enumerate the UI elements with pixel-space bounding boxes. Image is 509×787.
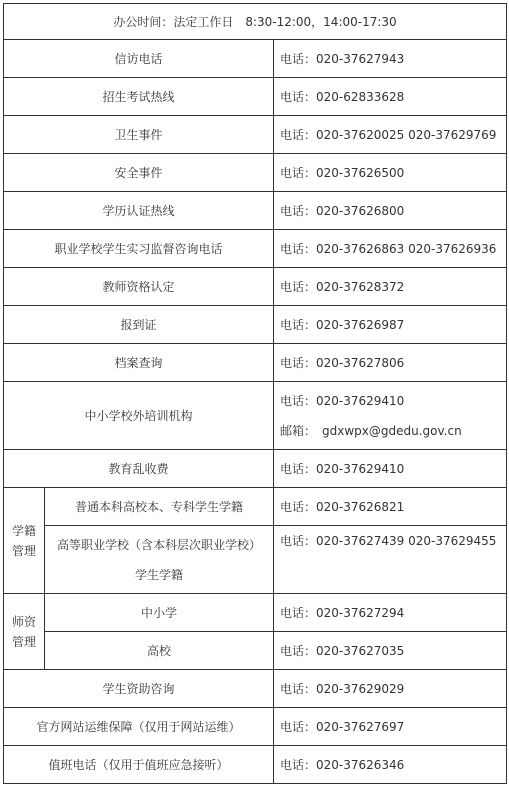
table-row bbox=[4, 708, 507, 746]
table-row bbox=[4, 594, 507, 632]
service-name: 高校 bbox=[45, 632, 274, 670]
table-row bbox=[4, 192, 507, 230]
service-name: 教育乱收费 bbox=[4, 450, 274, 488]
service-phone: 电话：020-37628372 bbox=[274, 268, 507, 306]
service-name: 学生资助咨询 bbox=[4, 670, 274, 708]
service-phone: 电话：020-37627806 bbox=[274, 344, 507, 382]
service-contact bbox=[274, 382, 507, 450]
service-phone: 电话：020-37627943 bbox=[274, 40, 507, 78]
service-name: 普通本科高校本、专科学生学籍 bbox=[45, 488, 274, 526]
service-name: 招生考试热线 bbox=[4, 78, 274, 116]
table-row bbox=[4, 526, 507, 594]
service-name: 卫生事件 bbox=[4, 116, 274, 154]
service-phone: 电话：020-37627294 bbox=[274, 594, 507, 632]
service-phone: 电话：020-37629029 bbox=[274, 670, 507, 708]
table-row bbox=[4, 116, 507, 154]
service-phone: 电话：020-37627439 020-37629455 bbox=[274, 526, 507, 594]
table-row bbox=[4, 154, 507, 192]
service-name: 报到证 bbox=[4, 306, 274, 344]
service-name: 信访电话 bbox=[4, 40, 274, 78]
table-row bbox=[4, 78, 507, 116]
service-email: 邮箱： gdxwpx@gdedu.gov.cn bbox=[280, 423, 462, 438]
shizi-group-label: 师资 管理 bbox=[4, 594, 45, 670]
service-name: 中小学 bbox=[45, 594, 274, 632]
service-name: 官方网站运维保障（仅用于网站运维） bbox=[4, 708, 274, 746]
contact-table bbox=[3, 3, 507, 784]
table-row bbox=[4, 382, 507, 450]
table-row bbox=[4, 670, 507, 708]
service-phone: 电话：020-37629410 bbox=[280, 393, 405, 408]
table-row bbox=[4, 450, 507, 488]
service-name: 档案查询 bbox=[4, 344, 274, 382]
service-phone: 电话：020-37629410 bbox=[274, 450, 507, 488]
service-phone: 电话：020-37620025 020-37629769 bbox=[274, 116, 507, 154]
office-hours-row bbox=[4, 4, 507, 40]
service-name: 值班电话（仅用于值班应急接听） bbox=[4, 746, 274, 784]
service-name: 职业学校学生实习监督咨询电话 bbox=[4, 230, 274, 268]
service-name: 学历认证热线 bbox=[4, 192, 274, 230]
office-hours: 办公时间：法定工作日 8:30-12:00，14:00-17:30 bbox=[4, 4, 507, 40]
service-phone: 电话：020-37626863 020-37626936 bbox=[274, 230, 507, 268]
table-row bbox=[4, 268, 507, 306]
table-row bbox=[4, 306, 507, 344]
xueji-group-label: 学籍 管理 bbox=[4, 488, 45, 594]
service-name: 教师资格认定 bbox=[4, 268, 274, 306]
table-row bbox=[4, 344, 507, 382]
table-row bbox=[4, 488, 507, 526]
service-name: 中小学校外培训机构 bbox=[4, 382, 274, 450]
service-phone: 电话：020-37626987 bbox=[274, 306, 507, 344]
service-phone: 电话：020-37627697 bbox=[274, 708, 507, 746]
service-phone: 电话：020-37626346 bbox=[274, 746, 507, 784]
service-phone: 电话：020-37626800 bbox=[274, 192, 507, 230]
table-row bbox=[4, 632, 507, 670]
service-phone: 电话：020-37626500 bbox=[274, 154, 507, 192]
service-phone: 电话：020-37627035 bbox=[274, 632, 507, 670]
table-row bbox=[4, 40, 507, 78]
service-name: 高等职业学校（含本科层次职业学校） 学生学籍 bbox=[45, 526, 274, 594]
table-row bbox=[4, 746, 507, 784]
service-name: 安全事件 bbox=[4, 154, 274, 192]
service-phone: 电话：020-37626821 bbox=[274, 488, 507, 526]
table-row bbox=[4, 230, 507, 268]
service-phone: 电话：020-62833628 bbox=[274, 78, 507, 116]
